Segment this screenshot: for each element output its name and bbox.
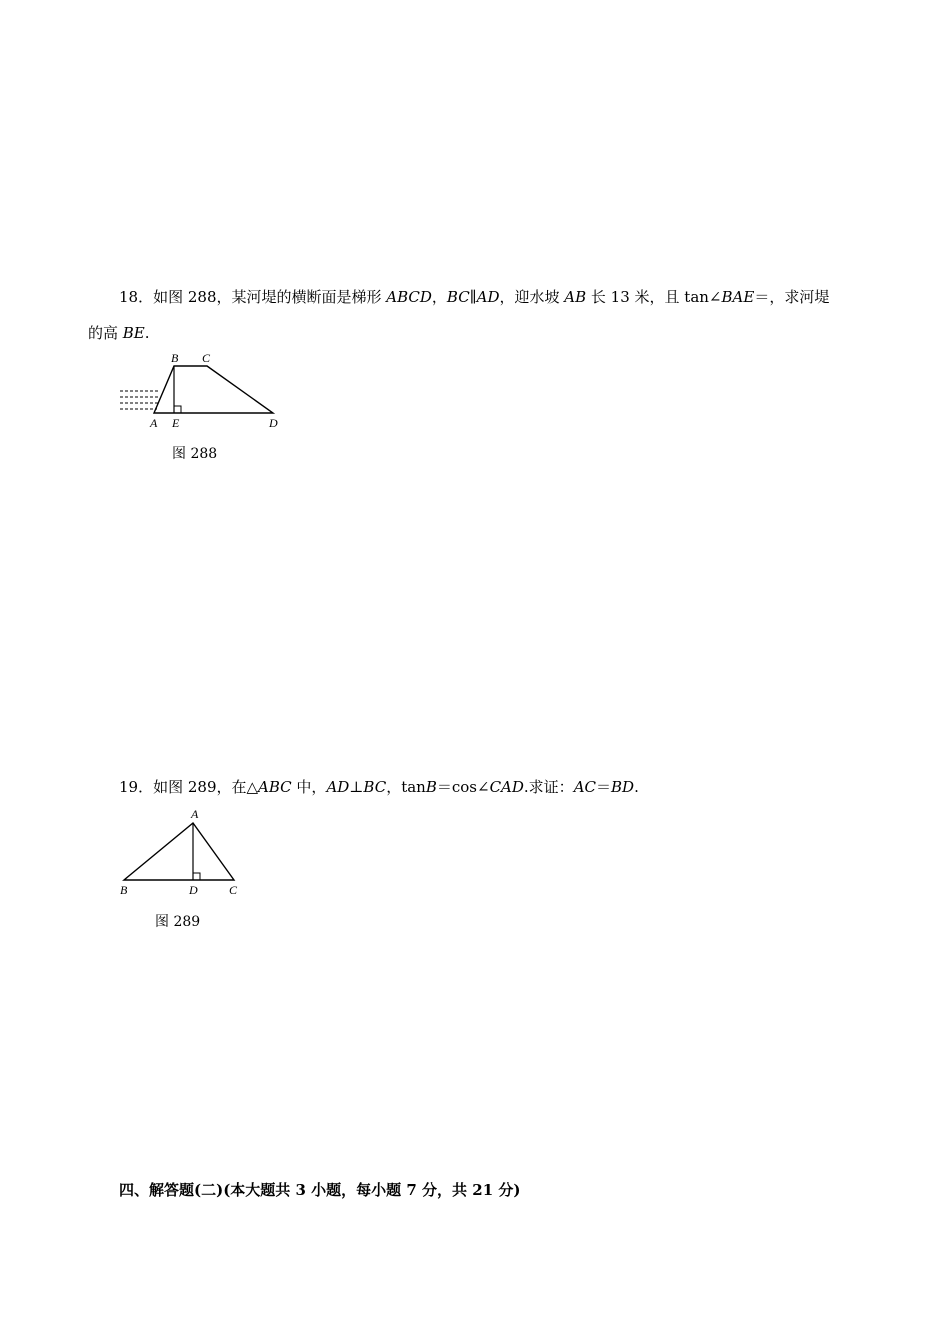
label-c: C — [202, 351, 211, 365]
water-hatching — [120, 391, 160, 409]
section-4-heading: 四、解答题(二)(本大题共 3 小题，每小题 7 分，共 21 分) — [119, 1181, 521, 1199]
figure-289-triangle — [110, 805, 250, 900]
label-b: B — [171, 351, 179, 365]
figure-288-trapezoid — [110, 346, 290, 436]
q18-text-line1: 18．如图 288，某河堤的横断面是梯形 ABCD，BC∥AD，迎水坡 AB 长 13 米，且 tan∠BAE＝，求河堤 — [119, 288, 830, 306]
q19-text-line1: 19．如图 289，在△ABC 中，AD⊥BC，tanB＝cos∠CAD.求证：AC＝BD. — [119, 778, 639, 796]
label-d: D — [189, 883, 198, 897]
label-a: A — [191, 807, 199, 821]
triangle-abc — [124, 823, 234, 880]
right-angle-marker — [193, 873, 200, 880]
q19-number: 19 — [119, 778, 139, 796]
figure-289-caption: 图 289 — [155, 914, 201, 930]
label-d: D — [269, 416, 278, 430]
label-a: A — [150, 416, 158, 430]
trapezoid-abcd — [154, 366, 273, 413]
label-c: C — [229, 883, 238, 897]
q18-text-line2: 的高 BE. — [88, 324, 150, 342]
right-angle-marker — [174, 406, 181, 413]
figure-288-caption: 图 288 — [172, 446, 218, 462]
label-b: B — [120, 883, 128, 897]
label-e: E — [172, 416, 180, 430]
q18-number: 18 — [119, 288, 139, 306]
